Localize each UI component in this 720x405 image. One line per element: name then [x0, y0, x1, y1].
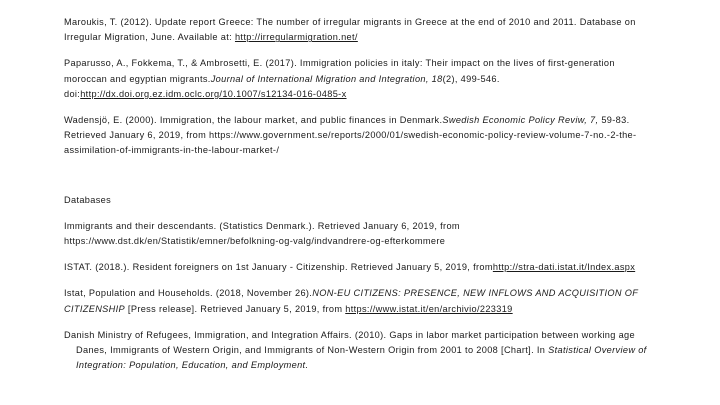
databases-heading: Databases — [64, 194, 112, 205]
reference-list — [64, 15, 654, 384]
reference-danish-ministry: Danish Ministry of Refugees, Immigration, and Integration Affairs. (2010). Gaps in labor market participation between working age Danes, Immigrants of Western Origin, and Immigrants of Non-Western Origin from 2001 to 2008 [Chart]. In Statistical Overview of Integration: Population, Education, and Employment. — [64, 329, 647, 371]
danish-ministry-title: Statistical Overview of Integration: Population, Education, and Employment. — [76, 345, 647, 371]
reference-paparusso: Paparusso, A., Fokkema, T., & Ambrosetti, E. (2017). Immigration policies in italy: Their impact on the lives of first-generation moroccan and egyptian migrants.Journal of International Migration and Integration, 18(2), 499-546. doi:http://dx.doi.org.ez.idm.oclc.org/10.1007/s12134-016-0485-x — [64, 58, 615, 99]
paparusso-journal: Journal of International Migration and Integration, 18 — [210, 73, 443, 84]
paparusso-doi-link[interactable]: http://dx.doi.org.ez.idm.oclc.org/10.1007/s12134-016-0485-x — [80, 88, 347, 99]
reference-istat-foreigners: ISTAT. (2018.). Resident foreigners on 1st January - Citizenship. Retrieved January 5, 2019, fromhttp://stra-dati.istat.it/Index.aspx — [64, 262, 636, 273]
istat-archive-link[interactable]: https://www.istat.it/en/archivio/223319 — [345, 303, 513, 314]
istat-data-link[interactable]: http://stra-dati.istat.it/Index.aspx — [492, 262, 636, 273]
istat-press-title: NON-EU CITIZENS: PRESENCE, NEW INFLOWS AND ACQUISITION OF CITIZENSHIP — [64, 288, 639, 314]
maroukis-link[interactable]: http://irregularmigration.net/ — [234, 32, 358, 43]
wadensjo-journal: Swedish Economic Policy Reviw, 7, — [442, 115, 599, 126]
reference-statistics-denmark: Immigrants and their descendants. (Statistics Denmark.). Retrieved January 6, 2019, from https://www.dst.dk/en/Statistik/emner/befolkning-og-valg/indvandrere-og-efterkommere — [64, 220, 460, 247]
reference-istat-press-release: Istat, Population and Households. (2018, November 26).NON-EU CITIZENS: PRESENCE, NEW INFLOWS AND ACQUISITION OF CITIZENSHIP [Press release]. Retrieved January 5, 2019, from https://www.istat.it/en/archivio/223319 — [64, 288, 639, 314]
reference-maroukis: Maroukis, T. (2012). Update report Greece: The number of irregular migrants in Greece at the end of 2010 and 2011. Database on Irregular Migration, June. Available at: http://irregularmigration.net/ — [64, 17, 636, 43]
reference-wadensjo: Wadensjö, E. (2000). Immigration, the labour market, and public finances in Denmark.Swedish Economic Policy Reviw, 7, 59-83. Retrieved January 6, 2019, from https://www.government.se/reports/2000/01/swedish-economic-policy-review-volume-7-no.-2-the-assimilation-of-immigrants-in-the-labour-market-/ — [64, 115, 637, 156]
